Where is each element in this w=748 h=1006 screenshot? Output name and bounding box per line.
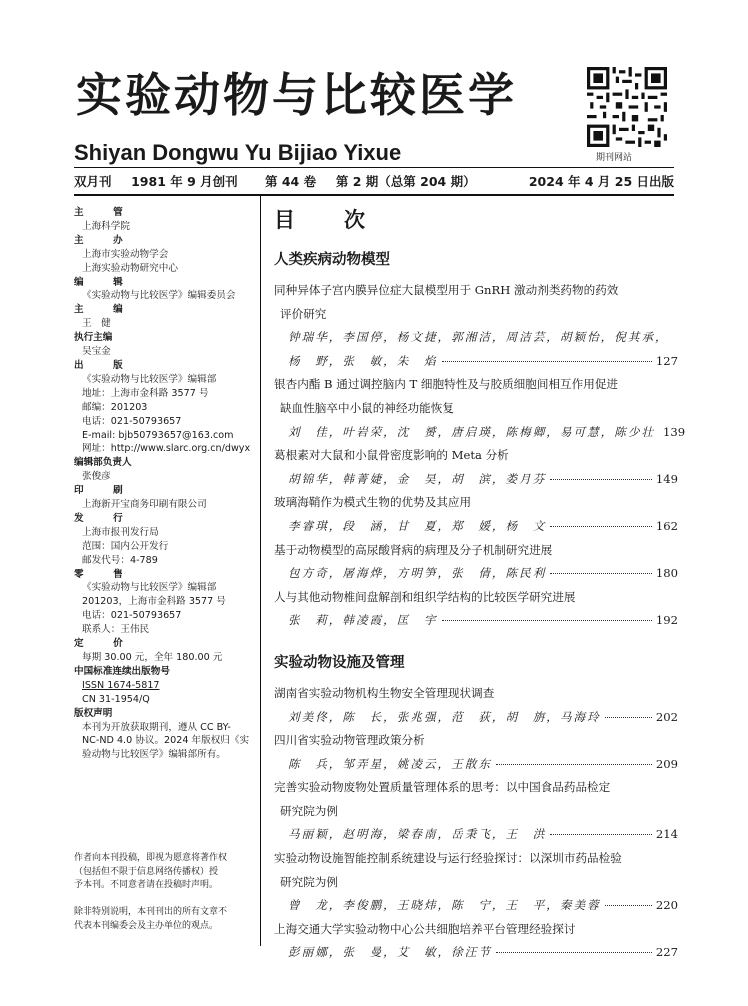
article-title: 上海交通大学实验动物中心公共细胞培养平台管理经验探讨	[274, 921, 576, 936]
article-title: 基于动物模型的高尿酸肾病的病理及分子机制研究进展	[274, 542, 553, 557]
info-value: 电话：021-50793657	[82, 610, 182, 622]
article-authors: 胡锦华，韩菁婕，金 昊，胡 滨，娄月芬	[288, 471, 547, 486]
toc-entry[interactable]	[274, 491, 678, 538]
info-value: 上海市实验动物学会	[82, 248, 169, 260]
toc-section-title: 实验动物设施及管理	[274, 654, 405, 671]
page-number: 180	[655, 566, 678, 581]
info-label: 零 售	[74, 568, 133, 580]
author-line	[274, 421, 686, 445]
info-value: 本刊为开放获取期刊，遵从 CC BY-	[82, 721, 231, 733]
leader-dots	[442, 361, 652, 362]
page-number: 162	[655, 518, 678, 533]
article-title: 银杏内酯 B 通过调控脑内 T 细胞特性及与胶质细胞间相互作用促进	[274, 377, 619, 392]
info-label: 主 管	[74, 207, 133, 218]
author-line	[274, 609, 678, 633]
note-line: （包括但不限于信息网络传播权）授	[74, 866, 219, 877]
article-authors: 杨 野，张 敏，朱 焰	[288, 353, 438, 368]
info-label: 出 版	[74, 359, 133, 371]
info-value: 张俊彦	[82, 471, 111, 483]
info-value: 王 健	[82, 318, 111, 330]
article-authors: 张 莉，韩凌霞，匡 宇	[288, 613, 438, 628]
info-block	[74, 484, 254, 512]
article-title: 湖南省实验动物机构生物安全管理现状调查	[274, 685, 495, 700]
info-value: CN 31-1954/Q	[82, 693, 150, 705]
info-value: E-mail: bjb50793657@163.com	[82, 429, 234, 441]
column-divider	[260, 196, 261, 946]
toc-entry[interactable]	[274, 444, 678, 491]
toc-entry[interactable]	[274, 279, 678, 373]
info-value: 上海实验动物研究中心	[82, 262, 178, 274]
publication-info	[74, 206, 254, 762]
info-block	[74, 303, 254, 331]
article-title: 评价研究	[280, 306, 327, 321]
info-block	[74, 206, 254, 234]
issue-rule	[74, 194, 674, 196]
table-of-contents	[274, 204, 686, 965]
article-authors: 曾 龙，李俊鹏，王晓炜，陈 宁，王 平，秦美蓉	[288, 898, 601, 913]
author-line	[274, 894, 678, 918]
toc-entry[interactable]	[274, 729, 678, 776]
leader-dots	[496, 764, 652, 765]
info-label: 编辑部负责人	[74, 457, 132, 469]
note-line: 代表本刊编委会及主办单位的观点。	[74, 920, 219, 931]
article-title: 实验动物设施智能控制系统建设与运行经验探讨：以深圳市药品检验	[274, 851, 622, 866]
note-line: 除非特别说明，本刊刊出的所有文章不	[74, 907, 228, 917]
author-line	[274, 350, 678, 374]
info-block	[74, 568, 254, 638]
info-value: 验动物与比较医学》编辑部所有。	[82, 749, 226, 761]
article-authors: 刘美佟，陈 长，张兆强，范 荻，胡 旃，马海玲	[288, 709, 601, 724]
info-label: 印 刷	[74, 485, 133, 497]
qr-code-icon	[587, 67, 667, 147]
info-value: 电话：021-50793657	[82, 415, 182, 427]
info-value: 《实验动物与比较医学》编辑部	[82, 373, 217, 385]
toc-entry[interactable]	[274, 539, 678, 586]
issue-founded: 1981 年 9 月创刊	[131, 174, 238, 189]
article-title: 同种异体子宫内膜异位症大鼠模型用于 GnRH 激动剂类药物的药效	[274, 283, 619, 297]
toc-entry[interactable]	[274, 586, 678, 633]
page-number: 214	[655, 827, 678, 842]
leader-dots	[442, 620, 652, 621]
info-value: 网址：http://www.slarc.org.cn/dwyx	[82, 443, 251, 455]
journal-title-pinyin: Shiyan Dongwu Yu Bijiao Yixue	[74, 140, 402, 165]
page-number: 192	[655, 613, 678, 628]
author-line	[274, 823, 678, 847]
article-title: 葛根素对大鼠和小鼠骨密度影响的 Meta 分析	[274, 448, 509, 463]
article-authors: 包方奇，屠海烨，方明笋，张 倩，陈民利	[288, 566, 547, 581]
issue-date: 2024 年 4 月 25 日出版	[528, 174, 675, 189]
issue-number: 第 2 期（总第 204 期）	[335, 174, 476, 189]
info-label: 中国标准连续出版物号	[74, 665, 170, 677]
author-line	[274, 468, 678, 492]
info-value: 上海新开宝商务印刷有限公司	[82, 499, 207, 511]
info-value: 每期 30.00 元，全年 180.00 元	[82, 652, 223, 663]
info-block	[74, 637, 254, 665]
leader-dots	[550, 834, 652, 835]
issue-frequency: 双月刊	[74, 174, 112, 189]
issue-volume: 第 44 卷	[265, 174, 317, 189]
leader-dots	[605, 905, 652, 906]
info-label: 定 价	[74, 638, 133, 650]
toc-entry[interactable]	[274, 682, 678, 729]
leader-dots	[496, 952, 652, 953]
info-value: 《实验动物与比较医学》编辑部	[82, 582, 217, 594]
article-title: 完善实验动物废物处置质量管理体系的思考：以中国食品药品检定	[274, 780, 611, 795]
info-label: 主 编	[74, 304, 133, 316]
info-value: 联系人：王伟民	[82, 624, 150, 636]
info-value: 《实验动物与比较医学》编辑委员会	[82, 290, 236, 302]
author-line	[274, 753, 678, 777]
page-number: 149	[655, 471, 678, 486]
author-line	[274, 941, 678, 965]
article-title: 研究院为例	[280, 803, 338, 818]
article-authors: 李睿琪，段 涵，甘 夏，郑 媛，杨 文	[288, 518, 547, 533]
article-title: 玻璃海鞘作为模式生物的优势及其应用	[274, 495, 472, 510]
info-value: 地址：上海市金科路 3577 号	[82, 387, 209, 399]
note-line: 作者向本刊投稿，即视为愿意将著作权	[74, 853, 228, 863]
page-number: 209	[655, 756, 678, 771]
toc-entry[interactable]	[274, 373, 686, 444]
info-value: 上海科学院	[82, 220, 130, 232]
article-authors: 彭丽娜，张 曼，艾 敏，徐汪节	[288, 945, 492, 960]
page-number: 202	[655, 709, 678, 724]
info-block	[74, 234, 254, 276]
issue-info-line	[74, 172, 674, 190]
article-authors: 马丽颖，赵明海，梁春南，岳秉飞，王 洪	[288, 827, 547, 842]
leader-dots	[550, 573, 652, 574]
top-rule	[74, 167, 674, 168]
article-title: 四川省实验动物管理政策分析	[274, 733, 425, 748]
toc-entry[interactable]	[274, 918, 678, 965]
page-number: 227	[655, 945, 678, 960]
info-block	[74, 359, 254, 456]
leader-dots	[550, 526, 652, 527]
toc-entry[interactable]	[274, 847, 678, 918]
author-line	[274, 562, 678, 586]
info-value: 范围：国内公开发行	[82, 540, 169, 552]
info-value: 吴宝金	[82, 346, 111, 358]
article-authors: 钟瑞华，李国停，杨文捷，郭湘洁，周洁芸，胡颖怡，倪其承，	[288, 330, 669, 345]
toc-entry[interactable]	[274, 776, 678, 847]
info-block	[74, 707, 254, 763]
info-block	[74, 512, 254, 568]
author-line	[274, 515, 678, 539]
note-line: 予本刊。不同意者请在投稿时声明。	[74, 880, 219, 890]
article-title: 人与其他动物椎间盘解剖和组织学结构的比较医学研究进展	[274, 589, 576, 604]
info-value: 邮发代号：4-789	[82, 554, 158, 566]
article-title: 缺血性脑卒中小鼠的神经功能恢复	[280, 400, 454, 415]
disclaimer-note	[74, 906, 256, 933]
info-value: 邮编：201203	[82, 401, 148, 413]
info-value: NC-ND 4.0 协议。2024 年版权归《实	[82, 735, 250, 747]
info-block	[74, 276, 254, 304]
page-number: 127	[655, 353, 678, 368]
page-number: 220	[655, 898, 678, 913]
info-label: 版权声明	[74, 707, 113, 719]
info-label: 主 办	[74, 234, 133, 246]
copyright-note	[74, 852, 256, 893]
toc-heading: 目 次	[274, 207, 379, 232]
info-value: 201203，上海市金科路 3577 号	[82, 596, 226, 608]
author-line	[274, 326, 678, 350]
leader-dots	[550, 479, 652, 480]
info-value: ISSN 1674-5817	[82, 679, 160, 691]
leader-dots	[605, 717, 652, 718]
info-block	[74, 456, 254, 484]
author-line	[274, 706, 678, 730]
info-block	[74, 331, 254, 359]
qr-label: 期刊网站	[596, 153, 633, 163]
journal-title-cn: 实验动物与比较医学	[76, 68, 517, 122]
info-label: 编 辑	[74, 276, 133, 288]
page-number: 139	[663, 424, 686, 439]
toc-section-title: 人类疾病动物模型	[274, 252, 390, 268]
info-label: 发 行	[74, 512, 133, 524]
article-title: 研究院为例	[280, 874, 338, 889]
info-value: 上海市报刊发行局	[82, 526, 159, 538]
journal-masthead	[76, 60, 546, 130]
article-authors: 刘 佳，叶岩荣，沈 赟，唐启瑛，陈梅卿，易可慧，陈少壮	[288, 424, 656, 439]
info-label: 执行主编	[74, 332, 113, 344]
article-authors: 陈 兵，邹弄星，姚凌云，王散东	[288, 756, 492, 771]
info-block	[74, 665, 254, 707]
